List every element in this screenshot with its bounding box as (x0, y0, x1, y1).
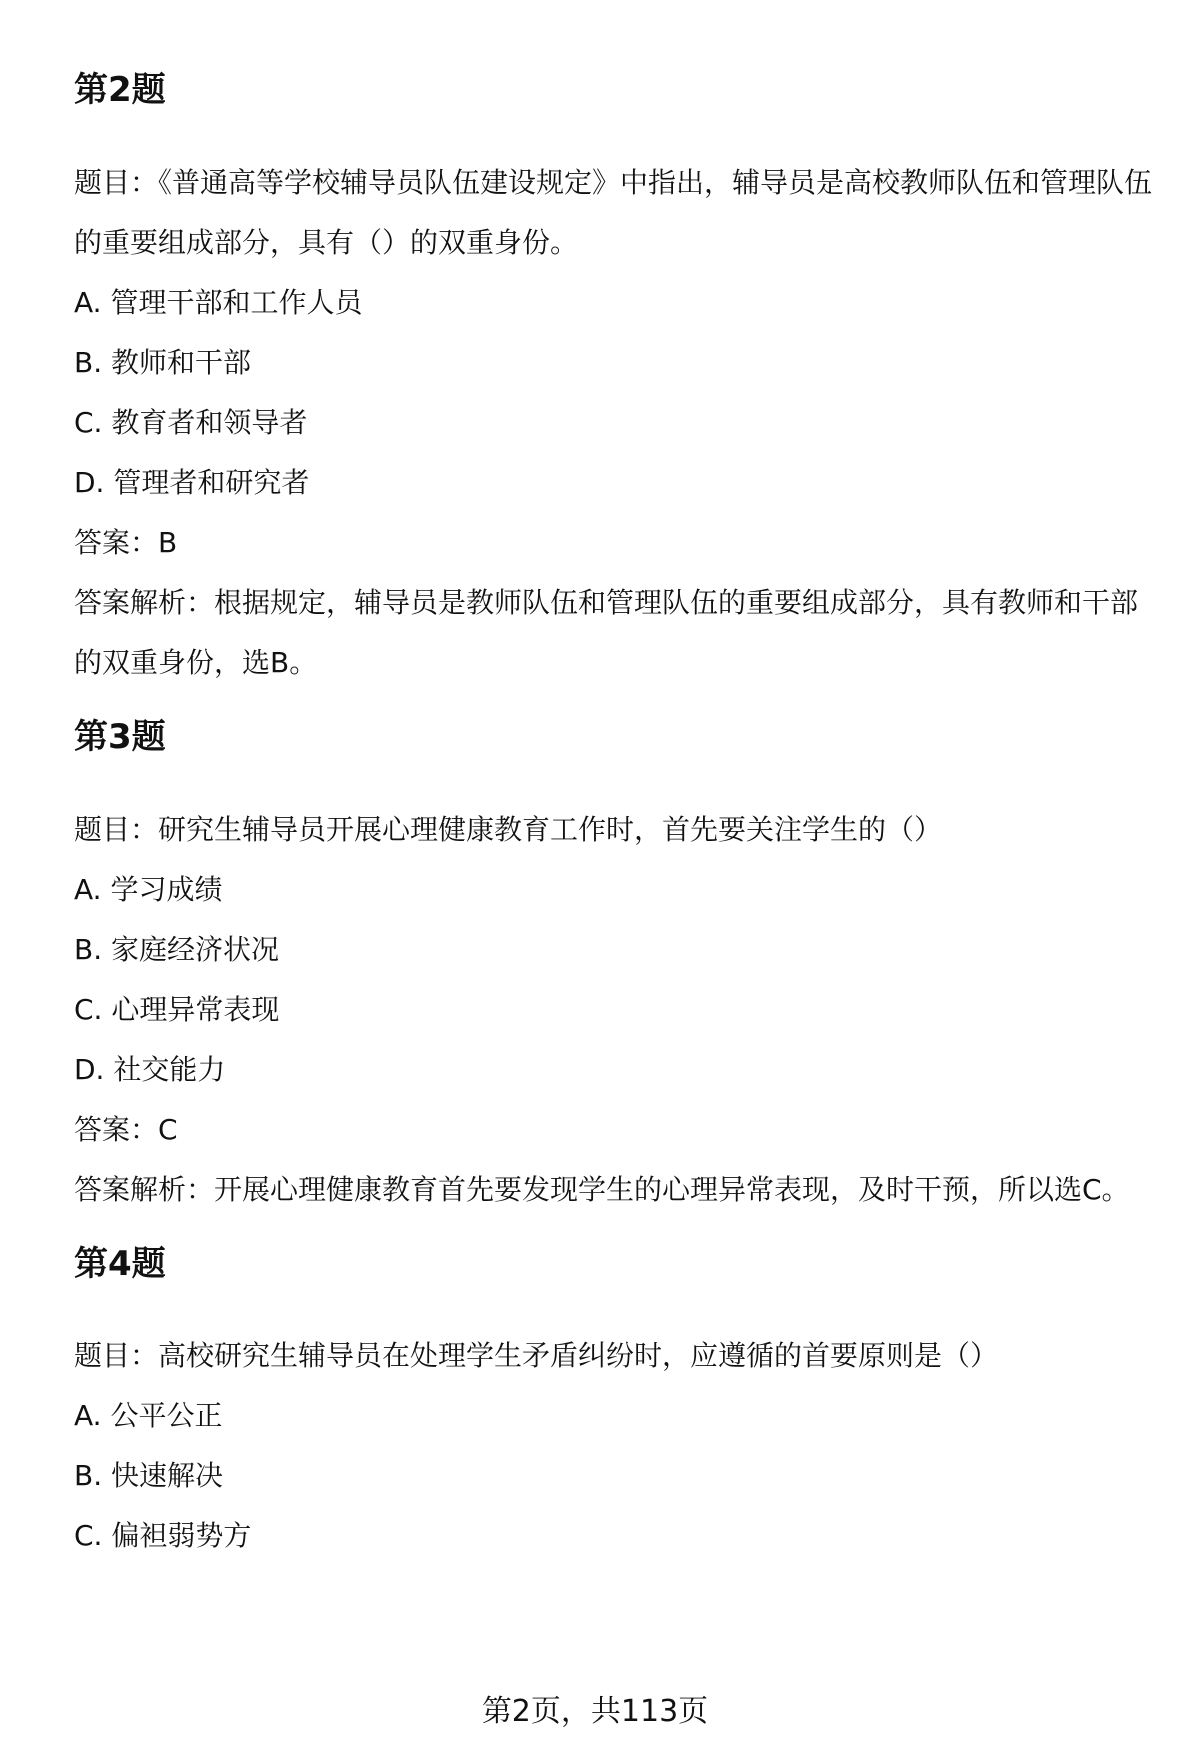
option-d: D. 社交能力 (74, 1052, 226, 1086)
option-c: C. 偏袒弱势方 (74, 1519, 252, 1553)
option-b: B. 快速解决 (74, 1459, 224, 1493)
option-a: A. 管理干部和工作人员 (74, 285, 363, 319)
answer: 答案：C (74, 1112, 178, 1146)
option-b: B. 家庭经济状况 (74, 932, 280, 966)
option-d: D. 管理者和研究者 (74, 465, 310, 499)
question-heading: 第2题 (74, 70, 166, 110)
option-a: A. 公平公正 (74, 1399, 223, 1433)
option-a: A. 学习成绩 (74, 872, 223, 906)
option-c: C. 心理异常表现 (74, 992, 280, 1026)
option-c: C. 教育者和领导者 (74, 405, 308, 439)
question-block (74, 70, 1154, 693)
question-heading: 第3题 (74, 716, 166, 757)
question-stem: 题目：《普通高等学校辅导员队伍建设规定》中指出，辅导员是高校教师队伍和管理队伍的重要组成部分，具有（）的双重身份。 (74, 165, 1153, 259)
question-stem: 题目：高校研究生辅导员在处理学生矛盾纠纷时，应遵循的首要原则是（） (74, 1339, 999, 1373)
question-block (74, 717, 1154, 1220)
question-stem: 题目：研究生辅导员开展心理健康教育工作时，首先要关注学生的（） (74, 812, 943, 846)
page-number: 第2页，共113页 (481, 1694, 709, 1729)
answer-analysis: 答案解析：开展心理健康教育首先要发现学生的心理异常表现，及时干预，所以选C。 (74, 1172, 1130, 1206)
answer-analysis: 答案解析：根据规定，辅导员是教师队伍和管理队伍的重要组成部分，具有教师和干部的双重身份，选B。 (74, 585, 1139, 679)
document-page (74, 60, 1154, 1590)
option-b: B. 教师和干部 (74, 345, 252, 379)
question-block (74, 1244, 1154, 1567)
question-heading: 第4题 (74, 1243, 166, 1284)
answer: 答案：B (74, 525, 178, 559)
